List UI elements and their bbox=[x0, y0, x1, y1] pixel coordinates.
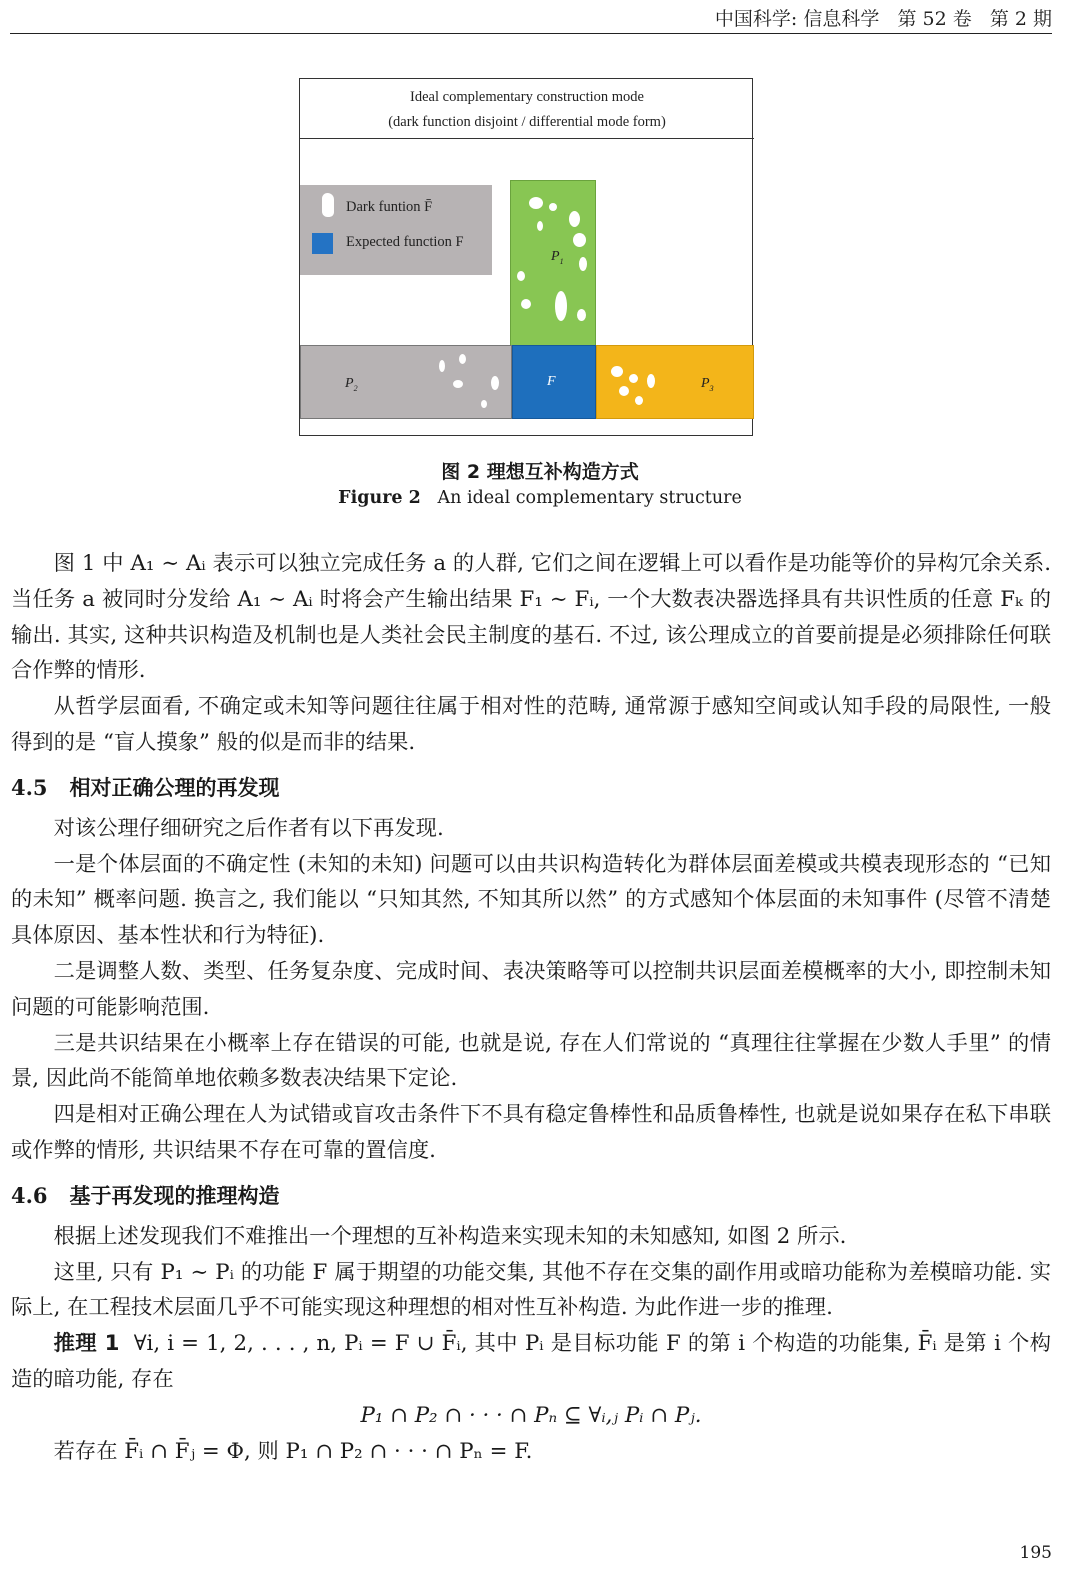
paragraph: 对该公理仔细研究之后作者有以下再发现. bbox=[53, 815, 444, 841]
label-f: F bbox=[547, 374, 556, 389]
corollary-1 bbox=[11, 1326, 1051, 1398]
corollary-label: 推理 1 bbox=[53, 1331, 120, 1357]
section-title: 相对正确公理的再发现 bbox=[69, 775, 280, 800]
paragraph: 图 1 中 A₁ ∼ Aᵢ 表示可以独立完成任务 a 的人群, 它们之间在逻辑上可以看作是功能等价的异构冗余关系. 当任务 a 被同时分发给 A₁ ∼ Aᵢ 时将会产生输出结果 F₁ ∼ Fᵢ, 一个大数表决器选择具有共识性质的任意 Fₖ 的输出. 其实, 这种共识构造及机制也是人类社会民主制度的基石. 不过, 该公理成立的首要前提是必须排除任何联合作弊的情形. bbox=[11, 551, 1051, 684]
figure-title-line2: (dark function disjoint / differential mode form) bbox=[388, 114, 666, 130]
legend-dark-label: Dark funtion F̄ bbox=[346, 199, 433, 215]
figure-caption-cn: 图 2 理想互补构造方式 bbox=[441, 461, 639, 483]
section-number: 4.6 bbox=[11, 1182, 48, 1208]
block-p1 bbox=[510, 180, 596, 346]
label-p2: $P_2$ bbox=[345, 376, 358, 393]
equation: P₁ ∩ P₂ ∩ · · · ∩ Pₙ ⊆ ∀ᵢ,ⱼ Pᵢ ∩ Pⱼ. bbox=[360, 1402, 702, 1428]
dark-function-blob bbox=[517, 271, 525, 281]
dark-function-blob bbox=[577, 309, 586, 321]
paragraph: 一是个体层面的不确定性 (未知的未知) 问题可以由共识构造转化为群体层面差模或共模表现形态的 “已知的未知” 概率问题. 换言之, 我们能以 “只知其然, 不知其所以然” 的方式感知个体层面的未知事件 (尽管不清楚具体原因、基本性状和行为特征). bbox=[11, 851, 1051, 949]
dark-function-blob bbox=[481, 400, 487, 408]
paragraph: 从哲学层面看, 不确定或未知等问题往往属于相对性的范畴, 通常源于感知空间或认知手段的局限性, 一般得到的是 “盲人摸象” 般的似是而非的结果. bbox=[11, 694, 1051, 755]
dark-function-blob bbox=[491, 376, 499, 390]
block-p2 bbox=[300, 345, 512, 419]
paragraph: 这里, 只有 P₁ ∼ Pᵢ 的功能 F 属于期望的功能交集, 其他不存在交集的副作用或暗功能称为差模暗功能. 实际上, 在工程技术层面几乎不可能实现这种理想的相对性互补构造. 为此作进一步的推理. bbox=[11, 1259, 1051, 1321]
dark-function-blob bbox=[439, 360, 445, 372]
dark-function-swatch bbox=[322, 193, 334, 217]
figure-title-line1: Ideal complementary construction mode bbox=[410, 89, 644, 105]
dark-function-blob bbox=[569, 211, 580, 227]
legend-expected-label: Expected function F bbox=[346, 234, 464, 250]
paragraph: 若存在 F̄ᵢ ∩ F̄ⱼ = Φ, 则 P₁ ∩ P₂ ∩ · · · ∩ Pₙ = F. bbox=[53, 1438, 533, 1464]
block-f bbox=[512, 345, 596, 419]
dark-function-blob bbox=[611, 366, 623, 377]
figure-2 bbox=[299, 78, 753, 436]
figure-caption-en bbox=[0, 488, 1080, 508]
figure-title-box bbox=[300, 79, 754, 139]
section-number: 4.5 bbox=[11, 774, 48, 800]
dark-function-blob bbox=[573, 233, 586, 247]
dark-function-blob bbox=[555, 291, 567, 321]
paragraph: 四是相对正确公理在人为试错或盲攻击条件下不具有稳定鲁棒性和品质鲁棒性, 也就是说如果存在私下串联或作弊的情形, 共识结果不存在可靠的置信度. bbox=[11, 1102, 1051, 1163]
dark-function-blob bbox=[521, 299, 531, 309]
page-number: 195 bbox=[1019, 1543, 1052, 1563]
expected-function-swatch bbox=[312, 233, 333, 254]
section-heading-4-5 bbox=[11, 773, 1051, 803]
figure-legend bbox=[300, 185, 492, 275]
figure-caption-text: An ideal complementary structure bbox=[437, 488, 742, 508]
running-header: 中国科学: 信息科学 第 52 卷 第 2 期 bbox=[714, 8, 1052, 30]
section-title: 基于再发现的推理构造 bbox=[69, 1183, 280, 1208]
dark-function-blob bbox=[619, 386, 629, 396]
block-p3 bbox=[596, 345, 754, 419]
corollary-text: ∀i, i = 1, 2, . . . , n, Pᵢ = F ∪ F̄ᵢ, 其中 Pᵢ 是目标功能 F 的第 i 个构造的功能集, F̄ᵢ 是第 i 个构造的暗功能, 存在 bbox=[11, 1331, 1051, 1392]
dark-function-blob bbox=[629, 374, 638, 383]
paragraph: 二是调整人数、类型、任务复杂度、完成时间、表决策略等可以控制共识层面差模概率的大小, 即控制未知问题的可能影响范围. bbox=[11, 958, 1051, 1020]
dark-function-blob bbox=[635, 396, 643, 405]
label-p1: $P_1$ bbox=[551, 249, 564, 266]
paragraph: 根据上述发现我们不难推出一个理想的互补构造来实现未知的未知感知, 如图 2 所示. bbox=[53, 1223, 847, 1249]
dark-function-blob bbox=[459, 354, 466, 364]
section-heading-4-6 bbox=[11, 1181, 1051, 1211]
label-p3: $P_3$ bbox=[701, 376, 714, 393]
header-rule bbox=[10, 33, 1052, 34]
dark-function-blob bbox=[537, 221, 543, 231]
dark-function-blob bbox=[549, 203, 557, 211]
figure-caption-label: Figure 2 bbox=[338, 488, 421, 508]
dark-function-blob bbox=[529, 197, 543, 209]
paragraph: 三是共识结果在小概率上存在错误的可能, 也就是说, 存在人们常说的 “真理往往掌握在少数人手里” 的情景, 因此尚不能简单地依赖多数表决结果下定论. bbox=[11, 1030, 1051, 1092]
dark-function-blob bbox=[579, 257, 587, 271]
dark-function-blob bbox=[647, 374, 655, 388]
body-text bbox=[11, 546, 1051, 1469]
dark-function-blob bbox=[453, 380, 463, 388]
